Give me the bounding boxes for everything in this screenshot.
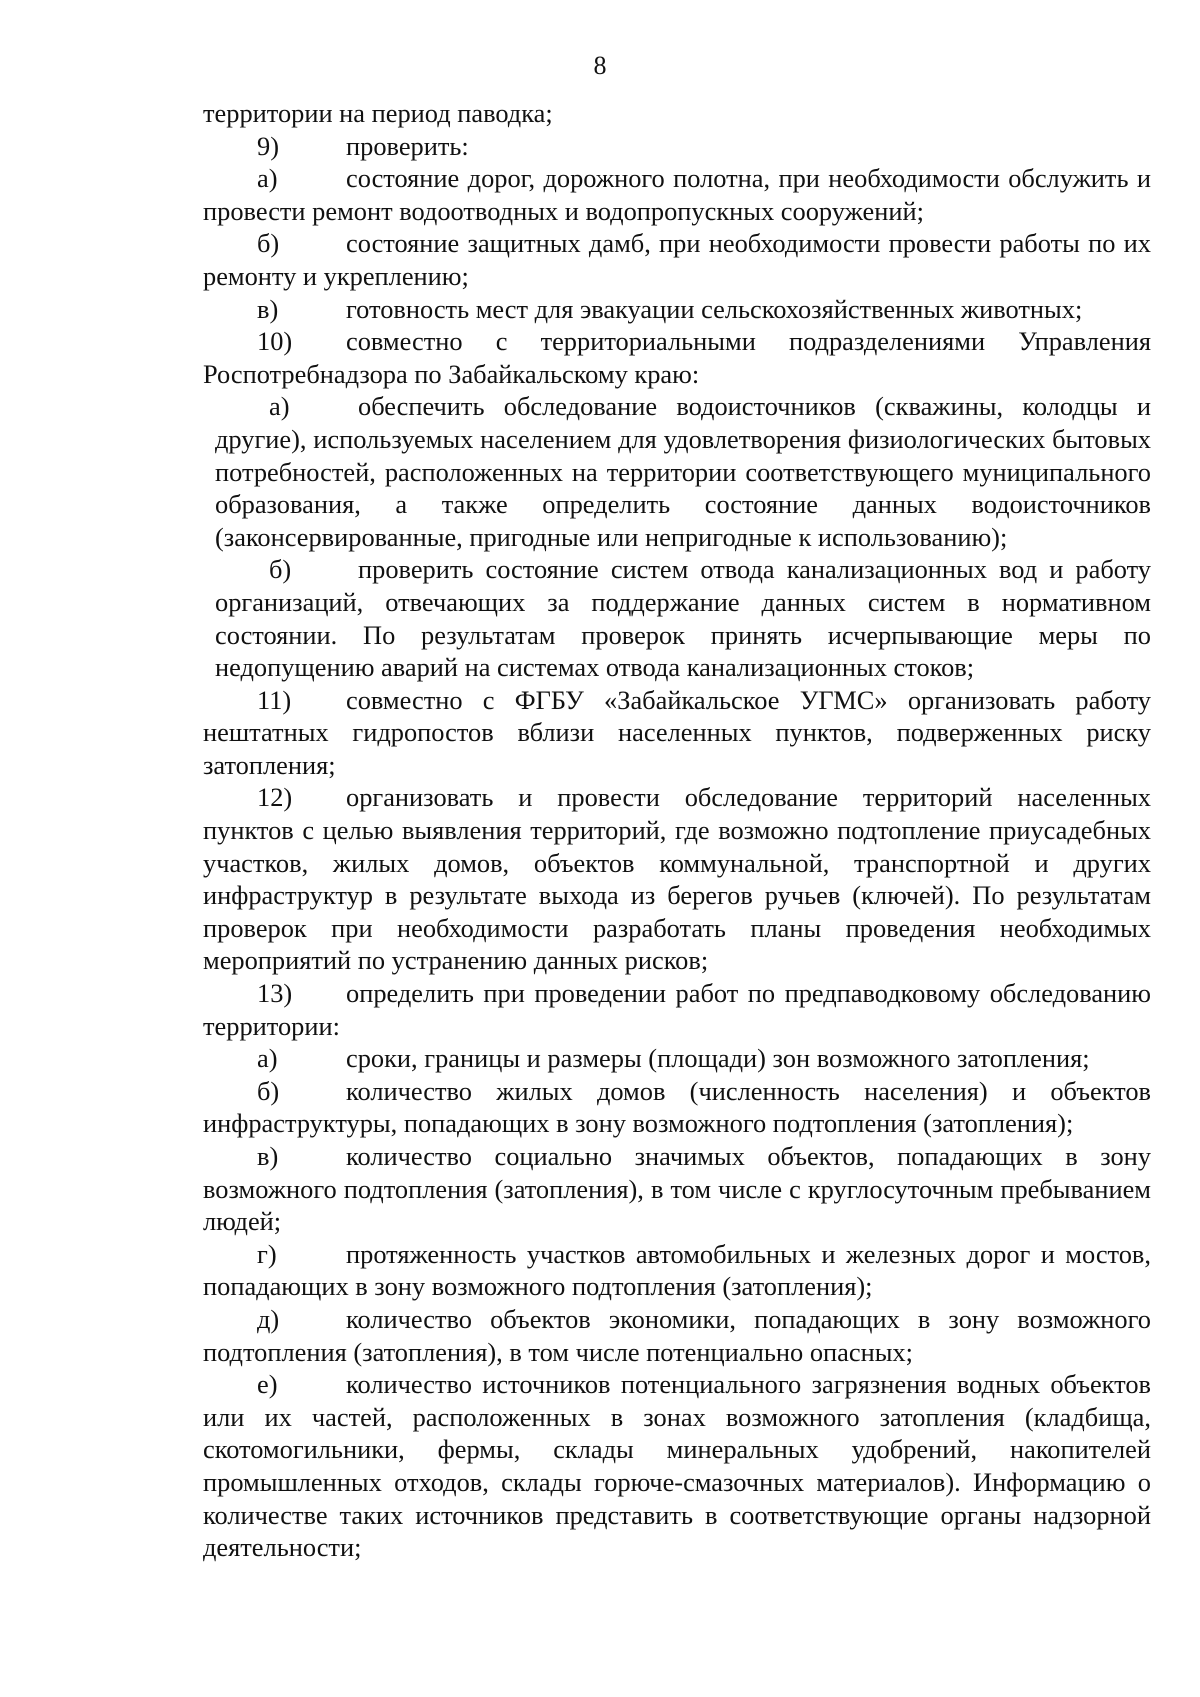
document-body	[203, 97, 1151, 1564]
list-item-number: д)	[257, 1303, 280, 1334]
paragraph-text: количество жилых домов (численность населения) и объектов инфраструктуры, попадающих в зону возможного подтопления (затопления);	[203, 1075, 1151, 1139]
list-item-number: в)	[257, 1141, 279, 1171]
paragraph-text: количество объектов экономики, попадающих в зону возможного подтопления (затопления), в том числе потенциально опасных;	[203, 1303, 1151, 1367]
paragraph-text: проверить состояние систем отвода канализационных вод и работу организаций, отвечающих за поддержание данных систем в нормативном состоянии. По результатам проверок принять исчерпывающие меры по недопущению аварий на системах отвода канализационных стоков;	[215, 554, 1151, 683]
document-paragraph	[203, 977, 1151, 1042]
list-item-number: б)	[257, 228, 280, 259]
paragraph-text: определить при проведении работ по предпаводковому обследованию территории:	[203, 978, 1151, 1041]
document-paragraph	[203, 1140, 1151, 1238]
document-paragraph	[203, 1368, 1151, 1564]
list-item-number: г)	[257, 1238, 277, 1269]
paragraph-text: количество социально значимых объектов, попадающих в зону возможного подтопления (затопления), в том числе с круглосуточным пребыванием людей;	[203, 1141, 1151, 1237]
document-paragraph	[203, 1042, 1151, 1075]
document-paragraph	[203, 97, 1151, 130]
document-paragraph	[203, 130, 1151, 163]
paragraph-text: готовность мест для эвакуации сельскохозяйственных животных;	[346, 293, 1083, 324]
list-item-number: 9)	[257, 130, 279, 161]
document-paragraph	[203, 227, 1151, 292]
list-item-number: б)	[269, 554, 292, 585]
document-paragraph	[203, 390, 1151, 553]
paragraph-text: совместно с ФГБУ «Забайкальское УГМС» организовать работу нештатных гидропостов вблизи населенных пунктов, подверженных риску затопления;	[203, 684, 1151, 780]
list-item-number: а)	[257, 163, 278, 194]
list-item-number: 13)	[257, 978, 293, 1009]
list-item-number: 11)	[257, 684, 292, 715]
list-item-number: а)	[269, 391, 290, 422]
page-number: 8	[593, 51, 607, 80]
document-paragraph	[203, 781, 1151, 977]
document-paragraph	[203, 293, 1151, 326]
list-item-number: е)	[257, 1369, 278, 1400]
list-item-number: 12)	[257, 782, 293, 813]
document-paragraph	[203, 162, 1151, 227]
document-paragraph	[203, 684, 1151, 782]
paragraph-text: сроки, границы и размеры (площади) зон возможного затопления;	[346, 1043, 1090, 1074]
list-item-number: б)	[257, 1075, 280, 1106]
document-paragraph	[203, 1238, 1151, 1303]
document-paragraph	[203, 1303, 1151, 1368]
paragraph-text: территории на период паводка;	[203, 98, 553, 128]
paragraph-text: обеспечить обследование водоисточников (скважины, колодцы и другие), используемых населением для удовлетворения физиологических бытовых потребностей, расположенных на территории соответствующего муниципального образования, а также определить состояние данных водоисточников (законсервированные, пригодные или непригодные к использованию);	[215, 391, 1151, 552]
paragraph-text: протяженность участков автомобильных и железных дорог и мостов, попадающих в зону возможного подтопления (затопления);	[203, 1238, 1151, 1302]
list-item-number: в)	[257, 293, 279, 324]
list-item-number: а)	[257, 1043, 278, 1074]
paragraph-text: состояние защитных дамб, при необходимости провести работы по их ремонту и укреплению;	[203, 228, 1151, 291]
paragraph-text: совместно с территориальными подразделениями Управления Роспотребнадзора по Забайкальскому краю:	[203, 326, 1151, 389]
paragraph-text: количество источников потенциального загрязнения водных объектов или их частей, расположенных в зонах возможного затопления (кладбища, скотомогильники, фермы, склады минеральных удобрений, накопителей промышленных отходов, склады горюче-смазочных материалов). Информацию о количестве таких источников представить в соответствующие органы надзорной деятельности;	[203, 1369, 1151, 1563]
paragraph-text: состояние дорог, дорожного полотна, при необходимости обслужить и провести ремонт водоотводных и водопропускных сооружений;	[203, 163, 1151, 226]
document-paragraph	[203, 325, 1151, 390]
paragraph-text: организовать и провести обследование территорий населенных пунктов с целью выявления территорий, где возможно подтопление приусадебных участков, жилых домов, объектов коммунальной, транспортной и других инфраструктур в результате выхода из берегов ручьев (ключей). По результатам проверок при необходимости разработать планы проведения необходимых мероприятий по устранению данных рисков;	[203, 782, 1151, 976]
paragraph-text: проверить:	[346, 130, 469, 161]
document-paragraph	[203, 1075, 1151, 1140]
document-paragraph	[203, 553, 1151, 683]
list-item-number: 10)	[257, 326, 293, 357]
